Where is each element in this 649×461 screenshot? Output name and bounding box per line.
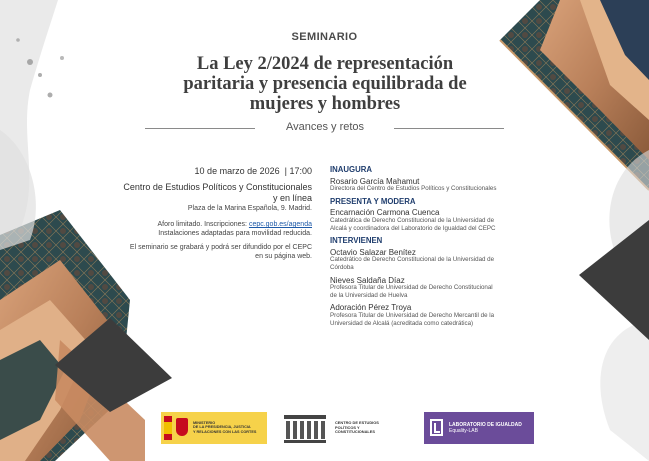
speaker-name: Octavio Salazar Benítez — [330, 247, 416, 257]
speaker-name: Adoración Pérez Troya — [330, 303, 412, 313]
equality-lab-logo — [424, 412, 534, 444]
seminar-kicker: SEMINARIO — [291, 31, 358, 43]
cepc-line: CONSTITUCIONALES — [335, 429, 375, 435]
watercolor-wash-left — [0, 130, 36, 250]
cepc-logo — [283, 411, 393, 445]
ministry-line: MINISTERIO — [193, 421, 216, 425]
speaker-role: de la Universidad de Huelva — [330, 291, 408, 299]
intervienen-heading: INTERVIENEN — [330, 236, 383, 246]
paint-dot — [48, 93, 53, 98]
cepc-line: POLÍTICOS Y — [335, 424, 360, 430]
cepc-building-icon — [283, 412, 327, 444]
cepc-line: CENTRO DE ESTUDIOS — [335, 420, 379, 425]
lab-text — [449, 422, 522, 434]
venue-line: Centro de Estudios Políticos y Constitucionales — [123, 182, 312, 192]
inaugura-heading: INAUGURA — [330, 165, 373, 174]
speaker-role: Catedrática de Derecho Constitucional de la Universidad de — [330, 216, 495, 224]
ministry-logo — [161, 412, 267, 444]
page-title — [165, 54, 485, 114]
lab-line: LABORATORIO DE IGUALDAD — [449, 422, 522, 428]
divider-left — [145, 128, 255, 129]
speaker-name: Nieves Saldaña Díaz — [330, 275, 405, 285]
event-date: 10 de marzo de 2026 — [194, 166, 280, 176]
speaker-role: Córdoba — [330, 263, 354, 271]
ministry-line: DE LA PRESIDENCIA, JUSTICIA — [193, 425, 251, 430]
event-datetime — [100, 167, 312, 176]
lab-mark-icon — [430, 419, 443, 436]
speaker-role: Alcalá y coordinadora del Laboratorio de Igualdad del CEPC — [330, 224, 496, 232]
speaker-role: Profesora Titular de Universidad de Derecho Constitucional — [330, 284, 493, 292]
paint-dot — [27, 59, 33, 65]
ministry-line: Y RELACIONES CON LAS CORTES — [193, 429, 257, 434]
ministry-text — [193, 421, 256, 434]
coat-of-arms-icon — [176, 418, 188, 436]
event-address: Plaza de la Marina Española, 9. Madrid. — [187, 205, 312, 212]
recording-note — [100, 243, 312, 261]
recording-line: en su página web. — [255, 253, 312, 260]
cepc-text — [335, 421, 379, 435]
aforo-text: Aforo limitado. Inscripciones: — [157, 221, 247, 228]
speaker-name: Rosario García Mahamut — [330, 176, 420, 186]
programme — [330, 166, 542, 327]
paint-dot — [38, 73, 42, 77]
title-line: mujeres y hombres — [249, 94, 401, 114]
venue-line: y en línea — [272, 192, 312, 203]
speaker-role: Directora del Centro de Estudios Políticos y Constitucionales — [330, 185, 497, 193]
divider-right — [394, 128, 504, 129]
speaker-name: Encarnación Carmona Cuenca — [330, 208, 440, 218]
speaker-role: Catedrático de Derecho Constitucional de la Universidad de — [330, 256, 495, 264]
title-line: La Ley 2/2024 de representación — [196, 54, 454, 74]
subtitle: Avances y retos — [285, 121, 365, 133]
recording-line: El seminario se grabará y podrá ser difundido por el CEPC — [129, 244, 312, 251]
lab-line: Equality-LAB — [449, 428, 478, 434]
event-time: | 17:00 — [284, 166, 312, 176]
paint-dot — [60, 56, 64, 60]
accessibility-note: Instalaciones adaptadas para movilidad reducida. — [158, 230, 312, 237]
ornate-frame-top-right — [500, 0, 649, 190]
registration-link[interactable]: cepc.gob.es/agenda — [248, 221, 312, 228]
speaker-role: Profesora Titular de Universidad de Derecho Mercantil de la — [330, 311, 495, 319]
presenta-heading: PRESENTA Y MODERA — [330, 196, 416, 206]
spain-flag-icon — [164, 416, 172, 440]
title-line: paritaria y presencia equilibrada de — [183, 74, 467, 94]
registration-info — [100, 220, 312, 238]
speaker-role: Universidad de Alcalá (acreditada como catedrática) — [330, 319, 474, 327]
watercolor-wash-bottom-right — [600, 320, 649, 461]
event-venue — [100, 182, 312, 203]
